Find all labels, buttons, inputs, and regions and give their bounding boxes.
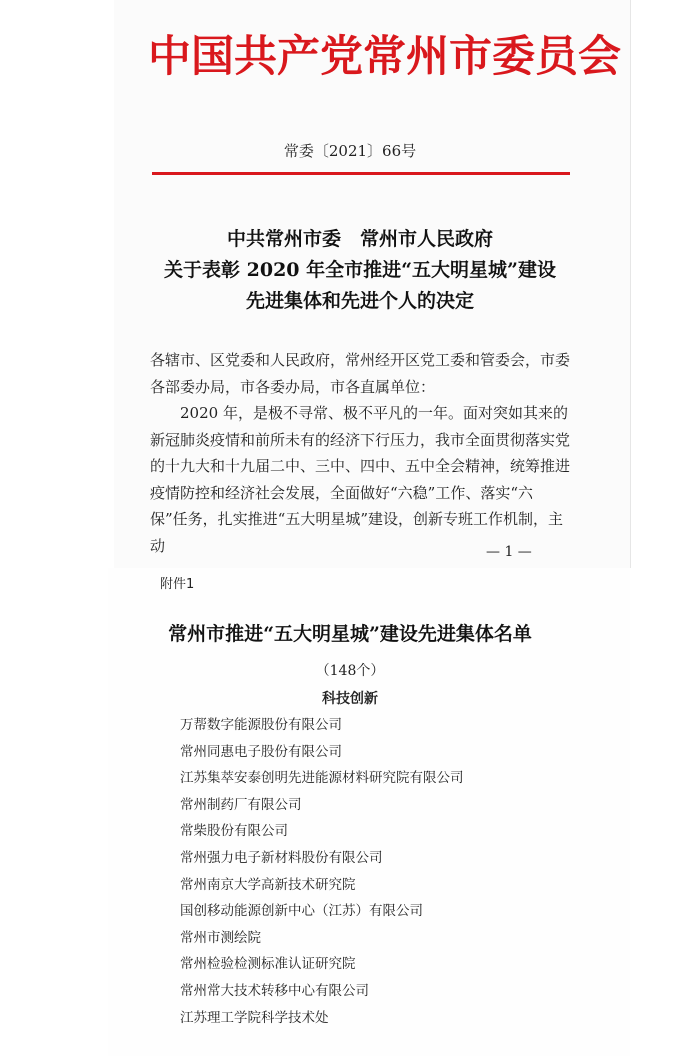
- page-number: — 1 —: [486, 544, 532, 560]
- list-item: 常州同惠电子股份有限公司: [180, 743, 342, 760]
- red-divider-line: [152, 172, 570, 175]
- list-item: 常州强力电子新材料股份有限公司: [180, 849, 383, 866]
- category-heading: 科技创新: [322, 691, 378, 707]
- unit-list: [180, 712, 464, 1031]
- salutation: 各辖市、区党委和人民政府，常州经开区党工委和管委会，市委各部委办局，市各委办局，市各直属单位：: [150, 351, 571, 396]
- list-item: 江苏理工学院科学技术处: [180, 1009, 329, 1026]
- attachment-label: 附件1: [160, 577, 195, 592]
- list-item: 江苏集萃安泰创明先进能源材料研究院有限公司: [180, 770, 464, 787]
- document-number: 常委〔2021〕66号: [283, 142, 417, 160]
- document-header-title: 中国共产党常州市委员会: [148, 32, 621, 82]
- list-item: 万帮数字能源股份有限公司: [180, 717, 342, 733]
- list-item: 常州检验检测标准认证研究院: [180, 956, 356, 973]
- decision-title-line-3: 先进集体和先进个人的决定: [245, 290, 474, 312]
- list-item: 国创移动能源创新中心（江苏）有限公司: [180, 903, 423, 920]
- decision-title-line-2: 关于表彰 2020 年全市推进“五大明星城”建设: [164, 259, 556, 281]
- attachment-count: （148个）: [315, 663, 385, 679]
- list-item: 常州南京大学高新技术研究院: [180, 876, 356, 893]
- list-item: 常州制药厂有限公司: [180, 796, 302, 813]
- body-paragraph: 2020 年，是极不寻常、极不平凡的一年。面对突如其来的新冠肺炎疫情和前所未有的经济下行压力，我市全面贯彻落实党的十九大和十九届二中、三中、四中、五中全会精神，统筹推进疫情防控和经济社会发展，全面做好“六稳”工作、落实“六保”任务，扎实推进“五大明星城”建设，创新专班工作机制，主动: [150, 404, 571, 555]
- attachment-title: 常州市推进“五大明星城”建设先进集体名单: [168, 623, 532, 645]
- decision-title-line-1: 中共常州市委 常州市人民政府: [226, 228, 493, 250]
- list-item: 常州市测绘院: [180, 929, 261, 946]
- list-item: 常柴股份有限公司: [180, 823, 288, 840]
- list-item: 常州常大技术转移中心有限公司: [180, 982, 369, 999]
- decision-title: [140, 224, 580, 317]
